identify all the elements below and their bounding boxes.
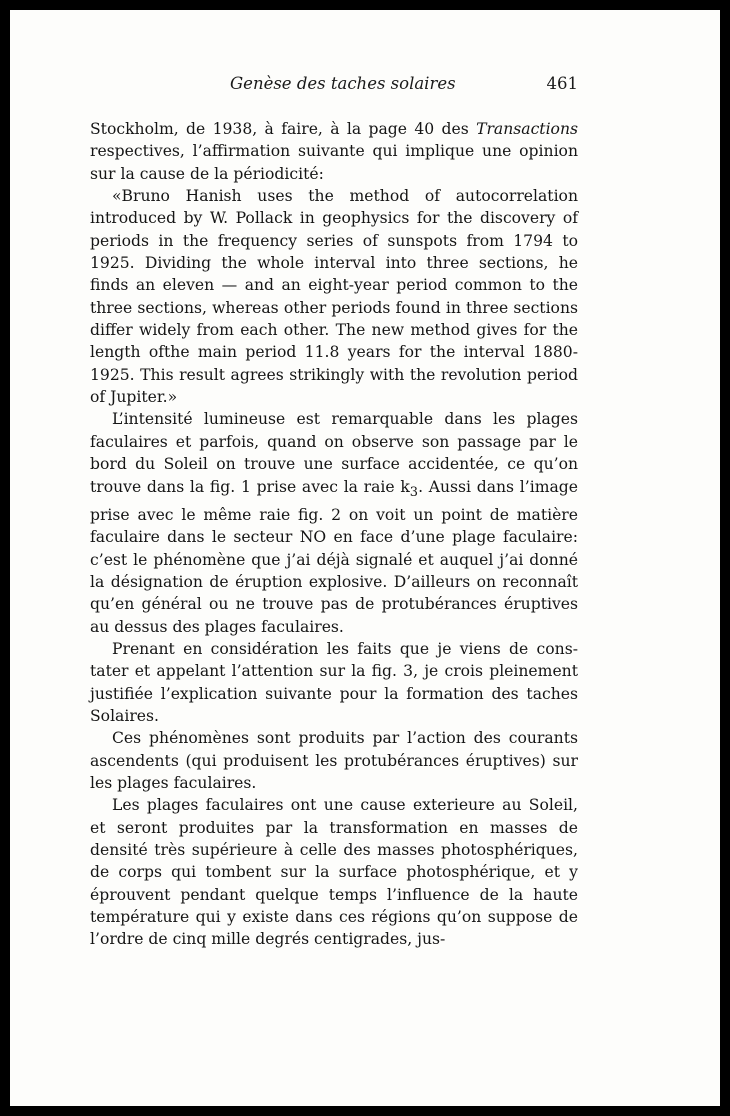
paragraph: Stockholm, de 1938, à faire, à la page 40 des Transactions respectives, l’affirmation suivante qui implique une opinion sur la cause de la périodicité:	[90, 120, 578, 183]
paragraph: «Bruno Hanish uses the method of autocorrelation introduced by W. Pollack in geophysics for the discovery of periods in the frequency series of sunspots from 1794 to 1925. Dividing the whole interval into three sections, he finds an eleven — and an eight-year period common to the three sections, whereas other periods found in three sections differ widely from each other. The new method gives for the length ofthe main period 11.8 years for the interval 1880-1925. This result agrees strikingly with the revolution period of Jupiter.»	[90, 187, 578, 407]
page-number: 461	[546, 74, 578, 93]
book-page	[10, 10, 720, 1106]
body-text	[90, 118, 578, 951]
italic-text: Transactions	[476, 120, 578, 138]
paragraph: Ces phénomènes sont produits par l’action des courants ascendents (qui produisent les protubérances éruptives) sur les plages faculaires.	[90, 729, 578, 793]
paragraph: Prenant en considération les faits que je viens de constater et appelant l’attention sur la fig. 3, je crois pleinement justifiée l’explication suivante pour la formation des taches Solaires.	[90, 640, 578, 726]
paragraph: L’intensité lumineuse est remarquable dans les plages faculaires et parfois, quand on observe son passage par le bord du Soleil on trouve une surface accidentée, ce qu’on trouve dans la fig. 1 prise avec la raie $k_3$. Aussi dans l’image prise avec le même raie fig. 2 on voit un point de matière faculaire dans le secteur NO en face d’une plage faculaire: c’est le phénomène que j’ai déjà signalé et auquel j’ai donné la désignation de éruption explosive. D’ailleurs on reconnaît qu’en général ou ne trouve pas de protubérances éruptives au dessus des plages faculaires.	[90, 410, 578, 636]
running-title: Genèse des taches solaires	[230, 74, 456, 93]
paragraph: Les plages faculaires ont une cause exterieure au Soleil, et seront produites par la transformation en masses de densité très supérieure à celle des masses photosphériques, de corps qui tombent sur la surface photosphérique, et y éprouvent pendant quelque temps l’influence de la haute température qui y existe dans ces régions qu’on suppose de l’ordre de cinq mille degrés centigrades, jus-	[90, 796, 578, 949]
subscript: 3	[409, 484, 419, 500]
